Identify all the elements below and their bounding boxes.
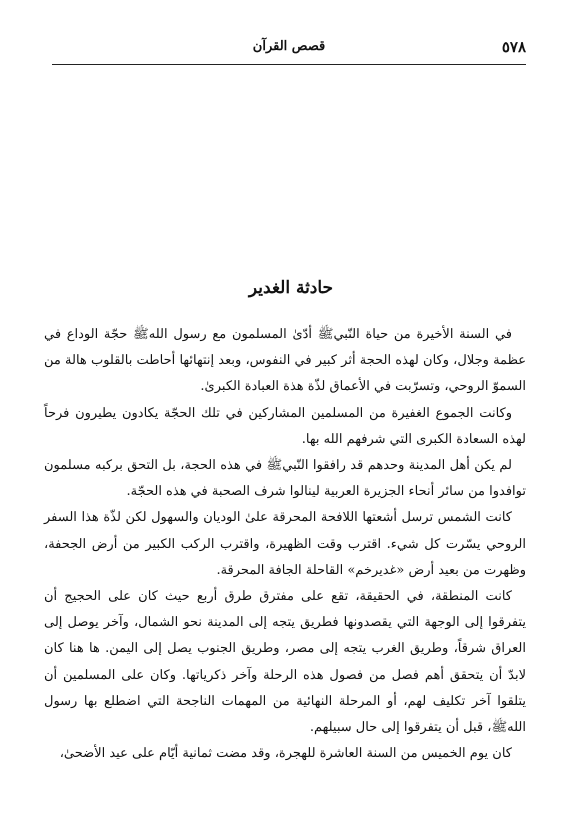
page-header <box>52 38 526 62</box>
paragraph: كانت المنطقة، في الحقيقة، تقع على مفترق طرق أربع حيث كان على الحجيج أن يتفرقوا إلى الوجهة التي يقصدونها فطريق يتجه إلى المدينة نحو الشمال، وآخر يوصل إلى العراق شرقاً، وطريق الغرب يتجه إلى مصر، وطريق الجنوب يصل إلى اليمن. ها هنا كان لابدّ أن يتحقق أهم فصل من فصول هذه الرحلة وآخر ذكرياتها. وكان على المسلمين أن يتلقوا آخر تكليف لهم، أو المرحلة النهائية من المهمات الناجحة التي اضطلع بها رسول اللهﷺ، قبل أن يتفرقوا إلى حال سبيلهم. <box>44 589 526 736</box>
paragraph: لم يكن أهل المدينة وحدهم قد رافقوا النّبيﷺ في هذه الحجة، بل التحق بركبه مسلمون توافدوا من سائر أنحاء الجزيرة العربية لينالوا شرف الصحبة في هذه الحجّة. <box>44 458 526 500</box>
chapter-title: حادثة الغدير <box>248 278 334 298</box>
page-number: ٥٧٨ <box>501 38 526 56</box>
paragraph: وكانت الجموع الغفيرة من المسلمين المشاركين في تلك الحجّة يكادون يطيرون فرحاً لهذه السعادة الكبرى التي شرفهم الله بها. <box>44 405 526 447</box>
paragraph: في السنة الأخيرة من حياة النّبيﷺ أدّىٰ المسلمون مع رسول اللهﷺ حجّة الوداع في عظمة وجلال، وكان لهذه الحجة أثر كبير في النفوس، وبعد إنتهائها أحاطت بالقلوب هالة من السموّ الروحي، وتسرّبت في الأعماق لذّة هذة العبادة الكبرىٰ. <box>44 327 526 395</box>
body-text <box>44 322 526 767</box>
running-title: قصص القرآن <box>252 39 326 54</box>
paragraph: كان يوم الخميس من السنة العاشرة للهجرة، وقد مضت ثمانية أيّام على عيد الأضحىٰ، <box>59 746 512 762</box>
paragraph: كانت الشمس ترسل أشعتها اللافحة المحرقة علىٰ الوديان والسهول لكن لذّة هذا السفر الروحي يسّرت كل شيء. اقترب وقت الظهيرة، واقترب الركب الكبير من أرض الجحفة، وظهرت من بعيد أرض «غديرخم» القاحلة الجافة المحرقة. <box>44 510 526 578</box>
header-divider <box>52 64 526 65</box>
